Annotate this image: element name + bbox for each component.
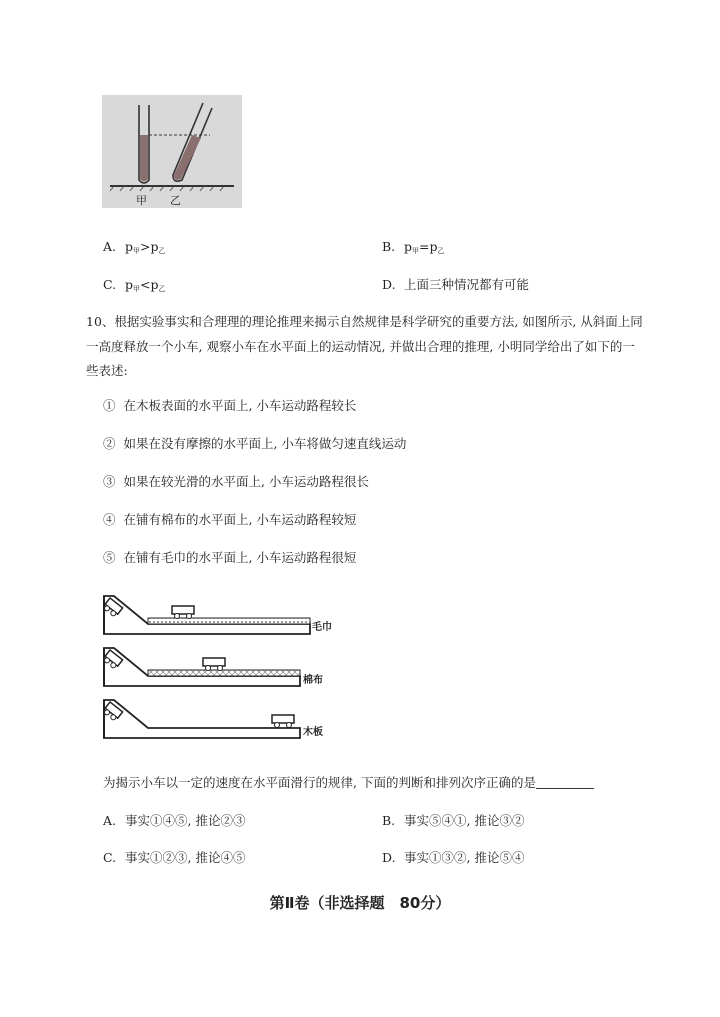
- option-label: A.: [103, 813, 117, 828]
- tube-label-yi: 乙: [170, 194, 181, 207]
- answer-blank[interactable]: [536, 776, 594, 789]
- statement-5: [103, 549, 356, 567]
- option-label: C.: [103, 277, 117, 292]
- q9-option-d[interactable]: D. 上面三种情况都有可能: [382, 277, 530, 292]
- q9-option-a[interactable]: A. $p_甲>p_乙$: [103, 239, 166, 255]
- statement-text: 在铺有毛巾的水平面上, 小车运动路程很短: [123, 550, 357, 565]
- q10-option-d[interactable]: D. 事实①③②, 推论⑤④: [382, 850, 525, 865]
- liquid-jia: [140, 135, 148, 182]
- q10-option-b[interactable]: B. 事实⑤④①, 推论③②: [382, 813, 525, 828]
- q10-question: [103, 774, 594, 792]
- tube-label-jia: 甲: [136, 194, 147, 207]
- statement-4: [103, 511, 356, 529]
- statement-number: ④: [103, 512, 116, 527]
- statement-1: [103, 397, 356, 415]
- ramp-wood: [102, 700, 300, 738]
- q10-option-c[interactable]: C. 事实①②③, 推论④⑤: [103, 850, 246, 865]
- statement-number: ③: [103, 474, 116, 489]
- section-title: 第Ⅱ卷（非选择题 80分）: [269, 894, 451, 912]
- ramp-experiment-figure: [100, 588, 360, 748]
- q9-option-c[interactable]: C. $p_甲<p_乙$: [103, 277, 166, 293]
- q10-option-a[interactable]: A. 事实①④⑤, 推论②③: [103, 813, 246, 828]
- statement-text: 在木板表面的水平面上, 小车运动路程较长: [123, 398, 357, 413]
- cart-cloth: [203, 658, 225, 671]
- cart-wood: [272, 715, 294, 728]
- statement-number: ②: [103, 436, 116, 451]
- cart-towel: [172, 606, 194, 619]
- option-label: C.: [103, 850, 117, 865]
- option-label: D.: [382, 277, 396, 292]
- statement-text: 如果在没有摩擦的水平面上, 小车将做匀速直线运动: [123, 436, 407, 451]
- ramp-towel: [102, 596, 310, 634]
- statement-2: [103, 435, 406, 453]
- statement-number: ⑤: [103, 550, 116, 565]
- label-cloth: 棉布: [303, 675, 323, 686]
- test-tube-figure: [102, 95, 242, 208]
- option-label: B.: [382, 239, 396, 254]
- option-label: B.: [382, 813, 396, 828]
- q10-stem: 10、根据实验事实和合理理的理论推理来揭示自然规律是科学研究的重要方法, 如图所示, 从斜面上同一高度释放一个小车, 观察小车在水平面上的运动情况, 并做出合理的推理, 小明同学给出了如下的一些表述:: [86, 314, 643, 378]
- label-towel: 毛巾: [312, 622, 332, 633]
- statement-3: [103, 473, 369, 491]
- statement-text: 如果在较光滑的水平面上, 小车运动路程很长: [123, 474, 369, 489]
- option-label: A.: [103, 239, 117, 254]
- statement-text: 在铺有棉布的水平面上, 小车运动路程较短: [123, 512, 357, 527]
- statement-number: ①: [103, 398, 116, 413]
- question-text: 为揭示小车以一定的速度在水平面滑行的规律, 下面的判断和排列次序正确的是: [103, 775, 536, 790]
- option-label: D.: [382, 850, 396, 865]
- ramp-cloth: [102, 648, 300, 686]
- label-wood: 木板: [303, 727, 323, 738]
- q9-option-b[interactable]: B. $p_甲=p_乙$: [382, 239, 445, 255]
